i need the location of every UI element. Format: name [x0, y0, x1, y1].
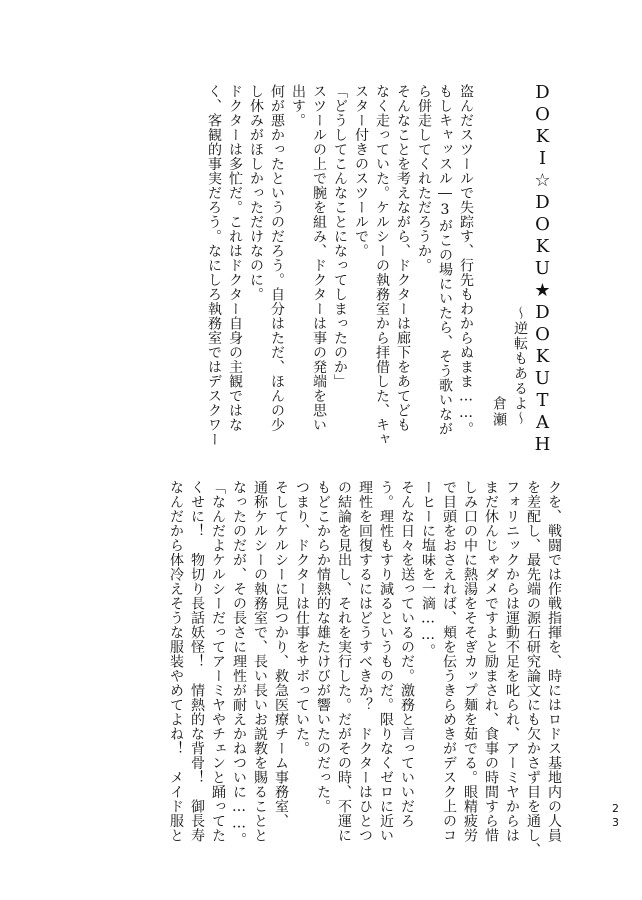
text-line: もしキャッスル―3がこの場にいたら、そう歌いなが: [437, 84, 453, 436]
text-line: 理性を回復するにはどうすべきか？ ドクターはひとつ: [357, 480, 373, 843]
page-number: 23: [609, 802, 622, 830]
text-line: スツールの上で腕を組み、ドクターは事の発端を思い: [311, 84, 327, 432]
story-title: DOKI☆DOKU★DOKUTAH: [532, 82, 553, 456]
text-line: の結論を見出し、それを実行した。だがその時、不運に: [336, 480, 352, 843]
text-line: で目頭をおさえれば、頬を伝うきらめきがデスク上のコ: [441, 480, 457, 843]
text-line: 「なんだよケルシーだってアーミヤやチェンと踊ってた: [210, 480, 226, 843]
text-line: そんな日々を送っているのだ。激務と言っていいだろ: [399, 480, 415, 828]
text-line: なんだから体冷えそうな服装やめてよね！ メイド服と: [168, 480, 184, 843]
text-line: スター付きのスツールで。: [353, 84, 369, 258]
text-line: なったのだが、その長さに理性が耐えかねついに……。: [231, 480, 247, 847]
text-line: ら併走してくれただろうか。: [416, 84, 432, 273]
text-line: 出す。: [290, 84, 306, 128]
text-line: しみ口の中に熱湯をそそぎカップ麺を茹でる。眼精疲労: [462, 480, 478, 843]
text-line: くせに！ 物切り長話妖怪！ 情熱的な背骨！ 御長寿: [189, 480, 205, 843]
text-line: つまり、ドクターは仕事をサボっていた。: [294, 480, 310, 756]
text-line: う。理性もすり減るというものだ。限りなくゼロに近い: [378, 480, 394, 843]
text-line: フォリニックからは運動不足を叱られ、アーミヤからは: [504, 480, 520, 843]
text-line: 何が悪かったというのだろう。自分はただ、ほんの少: [269, 84, 285, 432]
text-line: そしてケルシーに見つかり、救急医療チーム事務室、: [273, 480, 289, 828]
text-column-bottom: [64, 480, 564, 857]
text-line: し休みがほしかっただけなのに。: [248, 84, 264, 302]
story-subtitle: ～逆転もあるよ～: [512, 306, 528, 426]
text-line: 盗んだスツールで失踪す、行先もわからぬまま……。: [458, 84, 474, 436]
text-line: を差配し、最先端の源石研究論文にも欠かさず目を通し、: [525, 480, 541, 857]
author-name: 倉瀬: [491, 396, 507, 428]
text-column-top: [76, 84, 476, 447]
text-line: 通称ケルシーの執務室で、長い長いお説教を賜ることと: [252, 480, 268, 843]
text-line: そんなことを考えながら、ドクターは廊下をあてども: [395, 84, 411, 432]
text-line: ーヒーに塩味を一滴……。: [420, 480, 436, 658]
text-line: クを、戦闘では作戦指揮を、時にはロドス基地内の人員: [546, 480, 562, 843]
text-line: まだ休んじゃダメですよと励まされ、食事の時間すら惜: [483, 480, 499, 843]
text-line: もどこからか情熱的な雄たけびが響いたのだった。: [315, 480, 331, 814]
text-line: く、客観的事実だろう。なにしろ執務室ではデスクワー: [206, 84, 222, 447]
text-line: ドクターは多忙だ。これはドクター自身の主観ではな: [227, 84, 243, 432]
text-line: なく走っていた。ケルシーの執務室から拝借した、キャ: [374, 84, 390, 447]
text-line: 「どうしてこんなことになってしまったのか」: [332, 84, 348, 389]
